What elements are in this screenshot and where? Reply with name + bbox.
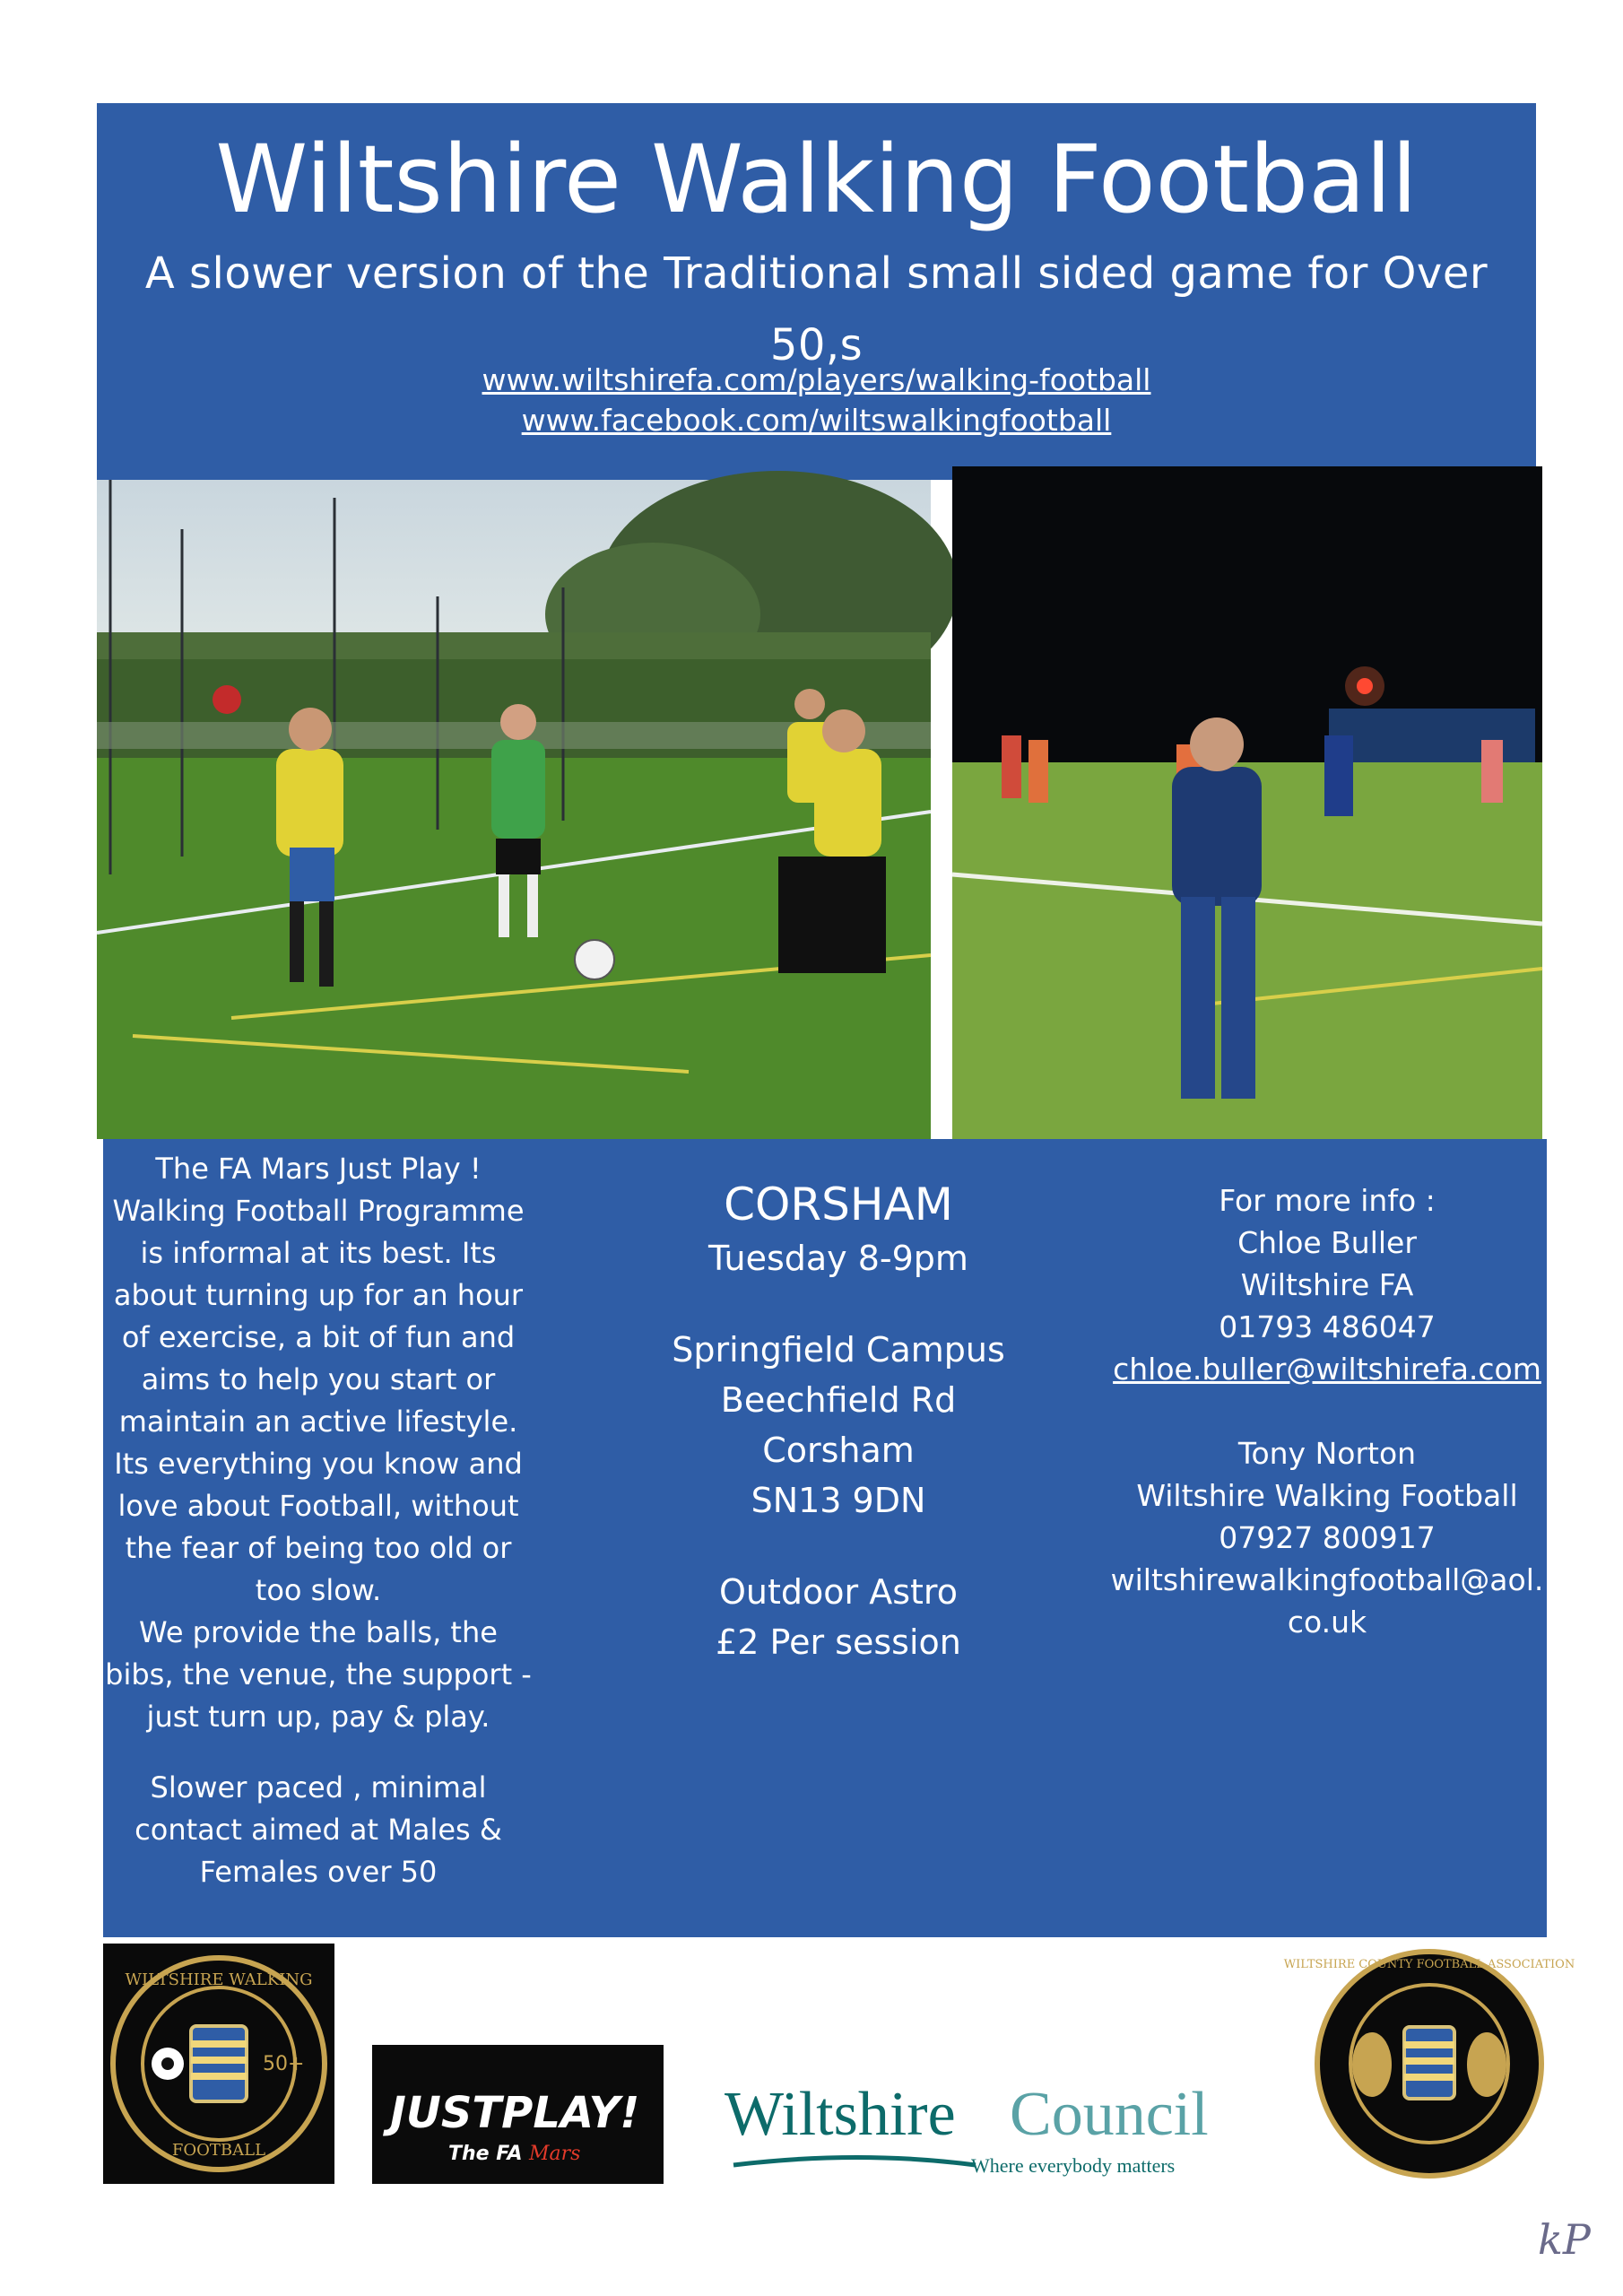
wwf-logo-top-text: WILTSHIRE WALKING bbox=[125, 1970, 313, 1989]
justplay-text: JUSTPLAY! bbox=[390, 2088, 640, 2138]
contact-name: Tony Norton bbox=[1237, 1436, 1417, 1471]
wiltshire-county-fa-logo bbox=[1283, 1939, 1575, 2188]
wiltshire-walking-football-logo bbox=[103, 1944, 334, 2184]
justplay-fa-text: The FA bbox=[448, 2143, 523, 2165]
description-line: The FA Mars Just Play ! bbox=[155, 1152, 482, 1186]
audience-line: Slower paced , minimal bbox=[150, 1770, 487, 1805]
fa-logo-ring-text: WILTSHIRE COUNTY FOOTBALL ASSOCIATION bbox=[1283, 1958, 1575, 1971]
venue-town: CORSHAM bbox=[724, 1178, 953, 1231]
venue-details bbox=[605, 1175, 1072, 1667]
page-title: Wiltshire Walking Football bbox=[215, 125, 1418, 234]
photo-daytime-game bbox=[97, 480, 931, 1139]
contact-phone: 07927 800917 bbox=[1219, 1520, 1436, 1555]
address-line: SN13 9DN bbox=[751, 1481, 926, 1520]
description-line: bibs, the venue, the support - bbox=[105, 1657, 532, 1692]
contact-email-link[interactable]: chloe.buller@wiltshirefa.com bbox=[1113, 1352, 1541, 1387]
address-line: Springfield Campus bbox=[672, 1330, 1005, 1370]
header-banner bbox=[97, 103, 1536, 480]
justplay-mars-text: Mars bbox=[529, 2143, 581, 2165]
photo-night-game bbox=[952, 466, 1542, 1139]
wwf-logo-bottom-text: FOOTBALL bbox=[171, 2141, 266, 2160]
description-line: is informal at its best. Its bbox=[140, 1236, 497, 1270]
description-line: of exercise, a bit of fun and bbox=[121, 1320, 516, 1354]
address-line: Beechfield Rd bbox=[720, 1380, 957, 1420]
session-price: £2 Per session bbox=[716, 1622, 961, 1662]
contact-email: co.uk bbox=[1287, 1605, 1367, 1639]
address-line: Corsham bbox=[762, 1431, 915, 1470]
contact-name: Chloe Buller bbox=[1237, 1225, 1417, 1260]
facebook-link[interactable]: www.facebook.com/wiltswalkingfootball bbox=[521, 403, 1112, 438]
council-name-text: Wiltshire bbox=[725, 2080, 956, 2149]
description-line: aims to help you start or bbox=[141, 1362, 496, 1396]
audience-line: contact aimed at Males & bbox=[135, 1813, 502, 1847]
audience-line: Females over 50 bbox=[199, 1855, 438, 1889]
description-line: the fear of being too old or bbox=[125, 1531, 512, 1565]
info-panel bbox=[103, 1139, 1547, 1937]
contact-heading: For more info : bbox=[1219, 1183, 1436, 1218]
description-line: Its everything you know and bbox=[114, 1447, 523, 1481]
session-time: Tuesday 8-9pm bbox=[708, 1239, 968, 1278]
contact-phone: 01793 486047 bbox=[1219, 1309, 1436, 1344]
just-play-logo bbox=[372, 2045, 664, 2184]
description-line: We provide the balls, the bbox=[139, 1615, 498, 1649]
contact-organisation: Wiltshire Walking Football bbox=[1136, 1478, 1518, 1513]
council-tagline-text: Where everybody matters bbox=[971, 2154, 1176, 2177]
audience-description bbox=[103, 1767, 534, 1893]
description-line: just turn up, pay & play. bbox=[146, 1700, 490, 1734]
handwritten-initials: kP bbox=[1538, 2215, 1591, 2264]
page-subtitle: A slower version of the Traditional small sided game for Over 50,s bbox=[144, 248, 1488, 370]
description-line: too slow. bbox=[255, 1573, 382, 1607]
contact-details bbox=[1103, 1179, 1551, 1643]
council-name-text: Council bbox=[1010, 2080, 1209, 2149]
venue-type: Outdoor Astro bbox=[719, 1572, 958, 1612]
wiltshire-fa-link[interactable]: www.wiltshirefa.com/players/walking-football bbox=[482, 362, 1151, 397]
description-line: about turning up for an hour bbox=[113, 1278, 524, 1312]
programme-description bbox=[103, 1148, 534, 1738]
description-line: love about Football, without bbox=[117, 1489, 519, 1523]
contact-email: wiltshirewalkingfootball@aol. bbox=[1110, 1562, 1544, 1597]
wiltshire-council-logo bbox=[725, 2065, 1258, 2181]
description-line: Walking Football Programme bbox=[112, 1194, 525, 1228]
contact-organisation: Wiltshire FA bbox=[1240, 1267, 1414, 1302]
description-line: maintain an active lifestyle. bbox=[118, 1405, 518, 1439]
wwf-badge-text: 50+ bbox=[263, 2053, 305, 2075]
